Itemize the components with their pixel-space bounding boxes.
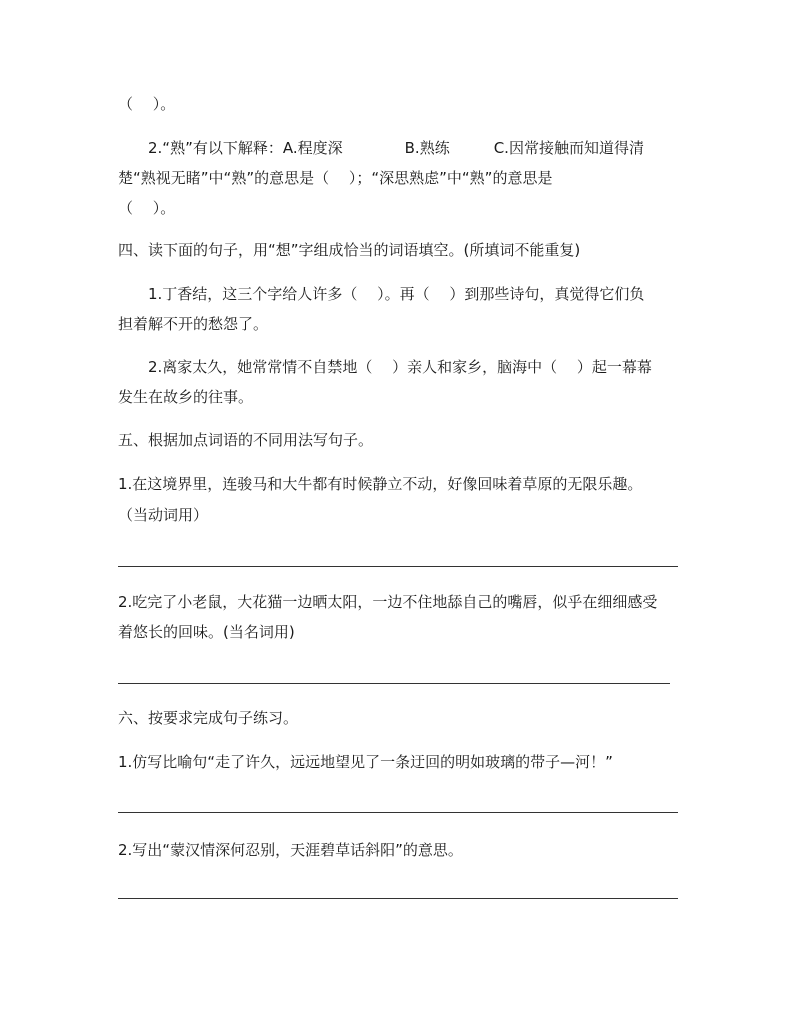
section-4-title: 四、读下面的句子，用“想”字组成恰当的词语填空。(所填词不能重复) (118, 241, 581, 259)
answer-line-6-2[interactable] (118, 898, 678, 899)
section-4-item2-line1: 2.离家太久，她常常情不自禁地（ ）亲人和家乡，脑海中（ ）起一幕幕 (148, 358, 652, 376)
question-shu-lead: 2.“熟”有以下解释： (148, 139, 283, 157)
answer-line-5-2[interactable] (118, 683, 670, 684)
section-6-item1: 1.仿写比喻句“走了许久，远远地望见了一条迂回的明如玻璃的带子—河！” (118, 753, 613, 771)
question-shu-line2: 楚“熟视无睹”中“熟”的意思是（ ）；“深思熟虑”中“熟”的意思是 (118, 169, 553, 187)
question-shu-line1 (148, 138, 644, 158)
section-4-item1-line1: 1.丁香结，这三个字给人许多（ ）。再（ ）到那些诗句，真觉得它们负 (148, 285, 645, 303)
answer-line-5-1[interactable] (118, 566, 678, 567)
section-4-item2-line2: 发生在故乡的往事。 (118, 388, 254, 406)
section-5-item2-line2: 着悠长的回味。(当名词用) (118, 623, 295, 641)
section-5-title: 五、根据加点词语的不同用法写句子。 (118, 431, 374, 449)
option-c: C.因常接触而知道得清 (493, 139, 644, 157)
section-6-title: 六、按要求完成句子练习。 (118, 709, 299, 727)
answer-line-6-1[interactable] (118, 812, 678, 813)
section-4-item1-line2: 担着解不开的愁怨了。 (118, 315, 269, 333)
section-5-item2-line1: 2.吃完了小老鼠，大花猫一边晒太阳，一边不住地舔自己的嘴唇，似乎在细细感受 (118, 593, 658, 611)
option-b: B.熟练 (404, 139, 450, 157)
question-shu-line3: （ ）。 (118, 199, 176, 217)
option-a: A.程度深 (282, 139, 343, 157)
prev-answer-blank: （ ）。 (118, 95, 176, 113)
section-5-item1-line1: 1.在这境界里，连骏马和大牛都有时候静立不动，好像回味着草原的无限乐趣。 (118, 475, 643, 493)
section-6-item2: 2.写出“蒙汉情深何忍别，天涯碧草话斜阳”的意思。 (118, 841, 463, 859)
section-5-item1-line2: （当动词用） (118, 506, 209, 524)
